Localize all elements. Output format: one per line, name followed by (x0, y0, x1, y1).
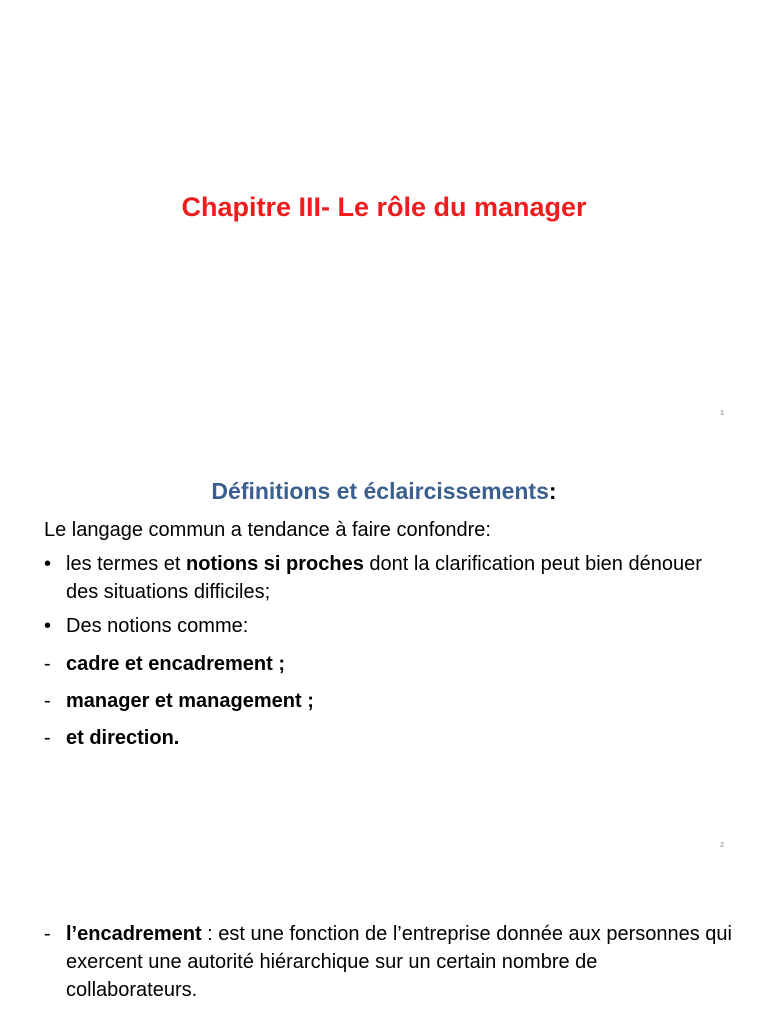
slide-number: 1 (720, 410, 724, 417)
dash-item (44, 650, 734, 678)
dash-marker: - (44, 923, 51, 945)
slide-3 (0, 864, 768, 1024)
bullet-item (44, 550, 734, 606)
dash-item (44, 687, 734, 715)
dash-text: et direction. (66, 727, 180, 749)
chapter-title: Chapitre III- Le rôle du manager (181, 192, 587, 222)
slide-2 (0, 432, 768, 864)
bullet-text-pre: les termes et (66, 553, 187, 575)
bullet-text-post: dont la clarification peut bien dénouer des situations difficiles; (66, 553, 702, 603)
slide-number: 2 (720, 842, 724, 849)
dash-marker: - (44, 653, 51, 675)
intro-text: Le langage commun a tendance à faire confondre: (44, 519, 491, 541)
slide-1 (0, 0, 768, 432)
bullet-text-bold: notions si proches (186, 553, 364, 575)
section-title (0, 478, 768, 505)
bullet-marker: • (44, 615, 52, 637)
dash-item (44, 920, 734, 1004)
term-definition: : est une fonction de l’entreprise donnée aux personnes qui exercent une autorité hiérarchique sur un certain nombre de collaborateurs. (66, 923, 732, 1001)
term-bold: l’encadrement (66, 923, 202, 945)
bullet-marker: • (44, 553, 52, 575)
dash-text: cadre et encadrement ; (66, 653, 285, 675)
slide-3-body (44, 920, 734, 1004)
dash-item (44, 724, 734, 752)
dash-marker: - (44, 690, 51, 712)
bullet-item (44, 612, 734, 640)
section-title-colon: : (548, 478, 557, 504)
dash-text: manager et management ; (66, 690, 314, 712)
section-title-text: Définitions et éclaircissements (211, 478, 549, 504)
dash-marker: - (44, 727, 51, 749)
bullet-text: Des notions comme: (66, 615, 249, 637)
slide-2-body (44, 516, 734, 752)
